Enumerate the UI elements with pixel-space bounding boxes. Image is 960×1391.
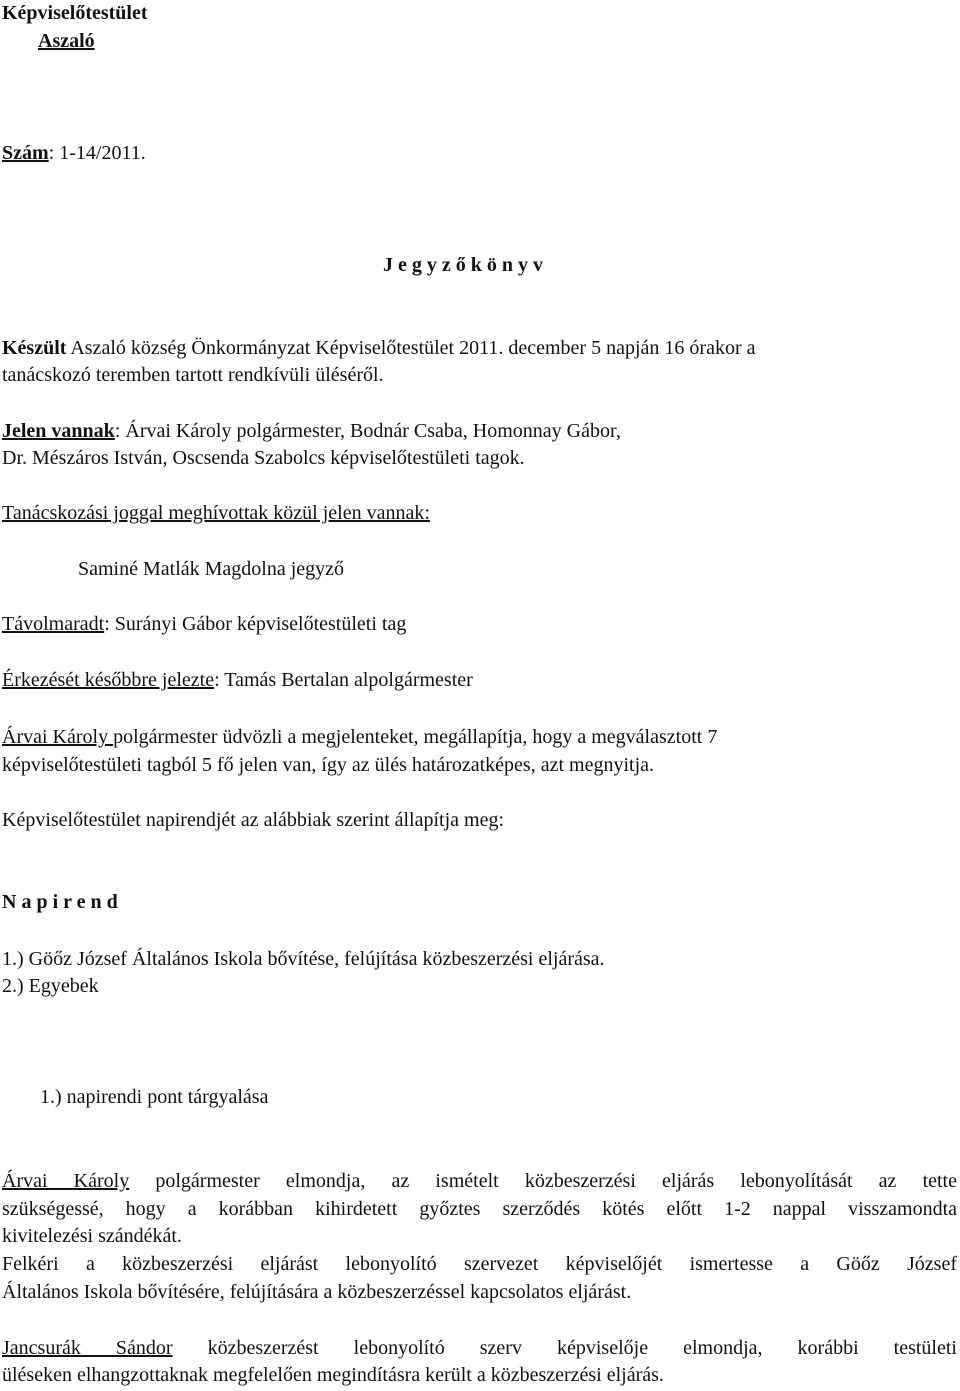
- opening-text: polgármester üdvözli a megjelenteket, megállapítja, hogy a megválasztott 7: [113, 726, 718, 748]
- document-title: J e g y z ő k ö n y v: [383, 254, 543, 276]
- present-label: Jelen vannak: [2, 420, 115, 442]
- agenda-intro: Képviselőtestület napirendjét az alábbiak szerint állapítja meg:: [2, 809, 505, 831]
- para1-text: polgármester elmondja, az ismételt közbeszerzési eljárás lebonyolítását az tette: [129, 1170, 957, 1192]
- intro-line-1: [2, 335, 755, 361]
- late-label: Érkezését későbbre jelezte: [2, 669, 215, 691]
- para1-line-2: szükségessé, hogy a korábban kihirdetett győztes szerződés kötés előtt 1-2 nappal visszamondta: [2, 1198, 957, 1220]
- absent-label: Távolmaradt: [2, 613, 105, 635]
- para1-name: Árvai Károly: [2, 1170, 130, 1192]
- document-number: [2, 140, 146, 166]
- late-line: [2, 667, 473, 693]
- intro-line-2: tanácskozó teremben tartott rendkívüli üléséről.: [2, 364, 384, 386]
- org-name: Képviselőtestület: [2, 2, 148, 24]
- absent-text: : Surányi Gábor képviselőtestületi tag: [104, 613, 407, 635]
- intro-label: Készült: [2, 337, 67, 359]
- para2-line-1: Felkéri a közbeszerzési eljárást lebonyolító szervezet képviselőjét ismertesse a Göőz József: [2, 1253, 957, 1275]
- present-line-2: Dr. Mészáros István, Oscsenda Szabolcs képviselőtestületi tagok.: [2, 447, 525, 469]
- late-text: : Tamás Bertalan alpolgármester: [214, 669, 473, 691]
- absent-line: [2, 611, 406, 637]
- agenda-item: 2.) Egyebek: [2, 975, 99, 997]
- para3-text: közbeszerzést lebonyolító szerv képviselője elmondja, korábbi testületi: [172, 1337, 957, 1359]
- opening-name: Árvai Károly: [2, 726, 114, 748]
- number-label: Szám: [2, 142, 49, 164]
- intro-text: Aszaló község Önkormányzat Képviselőtestület 2011. december 5 napján 16 órakor a: [66, 337, 756, 359]
- para2-line-2: Általános Iskola bővítésére, felújítására a közbeszerzéssel kapcsolatos eljárást.: [2, 1281, 632, 1303]
- para1-line-3: kivitelezési szándékát.: [2, 1225, 182, 1247]
- section-heading: 1.) napirendi pont tárgyalása: [40, 1086, 269, 1108]
- advisory-label: Tanácskozási joggal meghívottak közül jelen vannak:: [2, 502, 430, 524]
- para3-name: Jancsurák Sándor: [2, 1337, 173, 1359]
- para3-line-2: üléseken elhangzottaknak megfelelően megindításra került a közbeszerzési eljárás.: [2, 1364, 664, 1386]
- para1-line-1: [2, 1168, 957, 1194]
- agenda-item: 1.) Göőz József Általános Iskola bővítése, felújítása közbeszerzési eljárása.: [2, 948, 605, 970]
- present-text: : Árvai Károly polgármester, Bodnár Csaba, Homonnay Gábor,: [114, 420, 621, 442]
- advisory-person: Saminé Matlák Magdolna jegyző: [78, 558, 345, 580]
- para3-line-1: [2, 1335, 957, 1361]
- present-line-1: [2, 418, 621, 444]
- town-name: Aszaló: [38, 30, 95, 52]
- opening-line-2: képviselőtestületi tagból 5 fő jelen van, így az ülés határozatképes, azt megnyitja.: [2, 754, 655, 776]
- number-value: : 1-14/2011.: [48, 142, 146, 164]
- agenda-title: N a p i r e n d: [2, 891, 118, 913]
- opening-line-1: [2, 724, 717, 750]
